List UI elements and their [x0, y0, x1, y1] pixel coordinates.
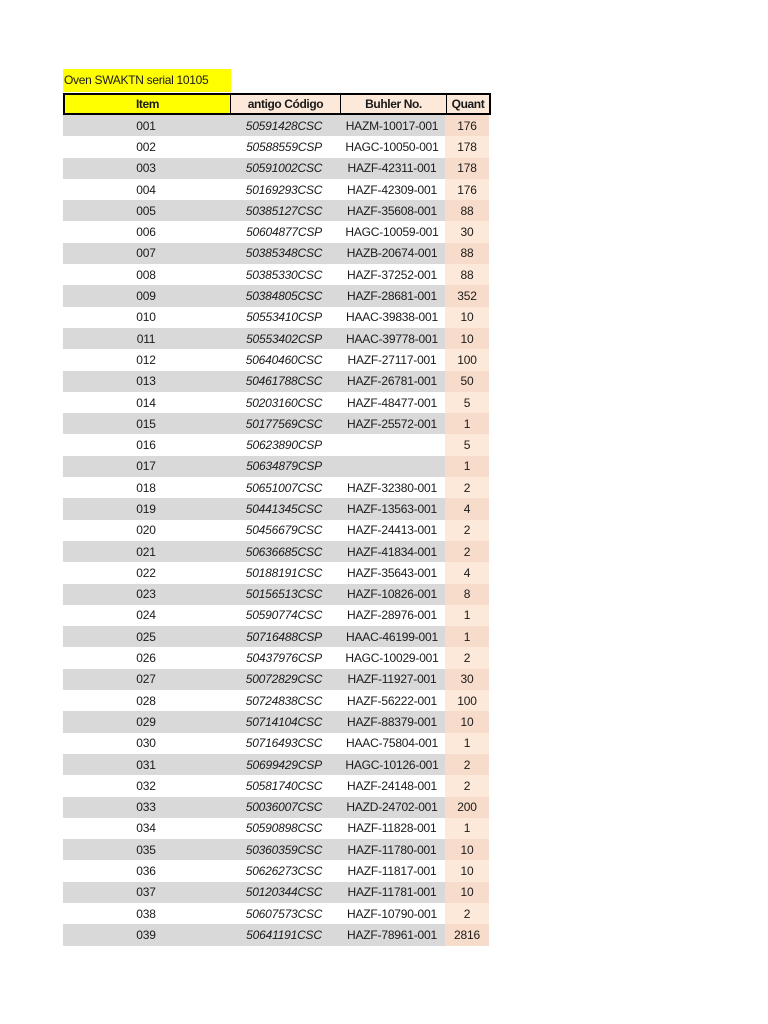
cell-item[interactable]: 010 [136, 310, 156, 325]
cell-quant[interactable]: 2816 [445, 924, 489, 945]
cell-code[interactable]: 50699429CSP [229, 754, 339, 775]
cell-buhler[interactable]: HAZD-24702-001 [339, 797, 445, 818]
cell-code[interactable]: 50716488CSP [229, 626, 339, 647]
table-row[interactable] [63, 413, 491, 434]
cell-code[interactable]: 50360359CSC [229, 839, 339, 860]
cell-quant[interactable]: 1 [445, 626, 489, 647]
cell-item[interactable]: 012 [136, 352, 156, 367]
cell-item[interactable]: 015 [63, 413, 229, 434]
cell-code[interactable]: 50461788CSC [229, 371, 339, 392]
cell-buhler[interactable]: HAZF-24148-001 [347, 778, 437, 793]
cell-buhler[interactable]: HAZF-11781-001 [339, 882, 445, 903]
table-row[interactable] [63, 924, 491, 945]
table-row[interactable] [63, 434, 491, 455]
cell-quant[interactable]: 2 [445, 520, 489, 541]
cell-buhler[interactable]: HAZF-35608-001 [339, 200, 445, 221]
table-row[interactable] [63, 797, 491, 818]
cell-code[interactable]: 50072829CSC [229, 669, 339, 690]
cell-item[interactable]: 006 [136, 225, 156, 240]
cell-buhler[interactable]: HAZF-78961-001 [339, 924, 445, 945]
cell-code[interactable]: 50169293CSC [245, 182, 323, 197]
cell-quant[interactable]: 10 [445, 328, 489, 349]
cell-quant[interactable]: 50 [445, 371, 489, 392]
cell-buhler[interactable]: HAZF-28681-001 [339, 285, 445, 306]
table-row[interactable] [63, 136, 491, 157]
cell-quant[interactable]: 1 [445, 413, 489, 434]
cell-buhler[interactable]: HAZF-48477-001 [347, 395, 437, 410]
cell-code[interactable]: 50156513CSC [229, 584, 339, 605]
cell-item[interactable]: 029 [63, 711, 229, 732]
cell-code[interactable]: 50636685CSC [229, 541, 339, 562]
cell-item[interactable]: 001 [63, 115, 229, 136]
cell-item[interactable]: 030 [136, 736, 156, 751]
cell-quant[interactable]: 200 [445, 797, 489, 818]
column-header-quant[interactable]: Quant [447, 95, 489, 113]
cell-code[interactable]: 50441345CSC [229, 498, 339, 519]
cell-buhler[interactable]: HAZF-42309-001 [347, 182, 437, 197]
cell-code[interactable]: 50626273CSC [245, 864, 323, 879]
table-body [63, 115, 491, 946]
cell-quant[interactable]: 88 [445, 243, 489, 264]
cell-item[interactable]: 039 [63, 924, 229, 945]
cell-item[interactable]: 014 [136, 395, 156, 410]
cell-item[interactable]: 008 [136, 267, 156, 282]
table-row[interactable] [63, 158, 491, 179]
cell-buhler[interactable]: HAZF-32380-001 [347, 480, 437, 495]
cell-buhler[interactable]: HAZF-11780-001 [339, 839, 445, 860]
cell-buhler[interactable]: HAZF-37252-001 [347, 267, 437, 282]
table-row[interactable] [63, 307, 491, 328]
cell-buhler[interactable]: HAZF-27117-001 [347, 352, 437, 367]
cell-quant[interactable]: 178 [445, 136, 489, 157]
table-row[interactable] [63, 733, 491, 754]
cell-item[interactable]: 023 [63, 584, 229, 605]
cell-quant[interactable]: 10 [445, 839, 489, 860]
table-row[interactable] [63, 285, 491, 306]
cell-code[interactable]: 50203160CSC [245, 395, 323, 410]
cell-quant[interactable]: 10 [445, 882, 489, 903]
cell-quant[interactable]: 30 [445, 221, 489, 242]
cell-buhler[interactable]: HAZF-41834-001 [339, 541, 445, 562]
cell-quant[interactable]: 88 [445, 264, 489, 285]
table-row[interactable] [63, 349, 491, 370]
cell-quant[interactable]: 178 [445, 158, 489, 179]
cell-buhler[interactable]: HAGC-10059-001 [345, 225, 439, 240]
cell-code[interactable]: 50177569CSC [229, 413, 339, 434]
cell-buhler[interactable]: HAZF-10826-001 [339, 584, 445, 605]
cell-buhler[interactable]: HAAC-46199-001 [339, 626, 445, 647]
cell-code[interactable]: 50607573CSC [245, 906, 323, 921]
cell-buhler[interactable]: HAZM-10017-001 [339, 115, 445, 136]
cell-code[interactable]: 50553410CSP [246, 310, 322, 325]
cell-buhler[interactable]: HAAC-39778-001 [339, 328, 445, 349]
parts-table [63, 93, 491, 946]
cell-buhler[interactable]: HAZF-56222-001 [347, 693, 437, 708]
table-row[interactable] [63, 221, 491, 242]
table-row[interactable] [63, 179, 491, 200]
cell-quant[interactable]: 352 [445, 285, 489, 306]
cell-buhler[interactable] [339, 434, 445, 455]
cell-quant[interactable]: 5 [445, 392, 489, 413]
table-row[interactable] [63, 690, 491, 711]
cell-buhler[interactable]: HAAC-75804-001 [346, 736, 438, 751]
cell-code[interactable]: 50588559CSP [246, 139, 322, 154]
table-row[interactable] [63, 605, 491, 626]
cell-code[interactable]: 50590898CSC [245, 821, 323, 836]
cell-quant[interactable]: 10 [445, 307, 489, 328]
cell-quant[interactable]: 4 [445, 498, 489, 519]
cell-buhler[interactable]: HAZF-11817-001 [347, 864, 437, 879]
cell-item[interactable]: 011 [63, 328, 229, 349]
cell-buhler[interactable]: HAZF-35643-001 [347, 565, 437, 580]
cell-code[interactable]: 50581740CSC [245, 778, 323, 793]
cell-code[interactable]: 50641191CSC [229, 924, 339, 945]
table-row[interactable] [63, 775, 491, 796]
cell-item[interactable]: 033 [63, 797, 229, 818]
cell-code[interactable]: 50604877CSP [246, 225, 322, 240]
table-row[interactable] [63, 243, 491, 264]
cell-quant[interactable]: 2 [445, 477, 489, 498]
cell-code[interactable]: 50634879CSP [229, 456, 339, 477]
table-row[interactable] [63, 456, 491, 477]
cell-buhler[interactable]: HAAC-39838-001 [346, 310, 438, 325]
cell-quant[interactable]: 2 [445, 647, 489, 668]
table-row[interactable] [63, 818, 491, 839]
table-row[interactable] [63, 477, 491, 498]
cell-item[interactable]: 005 [63, 200, 229, 221]
cell-buhler[interactable]: HAGC-10126-001 [339, 754, 445, 775]
table-row[interactable] [63, 562, 491, 583]
cell-buhler[interactable]: HAZF-28976-001 [347, 608, 437, 623]
cell-buhler[interactable]: HAGC-10050-001 [345, 139, 439, 154]
cell-code[interactable]: 50437976CSP [246, 651, 322, 666]
cell-quant[interactable]: 10 [445, 860, 489, 881]
table-row[interactable] [63, 669, 491, 690]
table-row[interactable] [63, 584, 491, 605]
cell-item[interactable]: 022 [136, 565, 156, 580]
table-row[interactable] [63, 498, 491, 519]
cell-buhler[interactable]: HAZF-11927-001 [339, 669, 445, 690]
cell-buhler[interactable]: HAZF-25572-001 [339, 413, 445, 434]
cell-code[interactable]: 50553402CSP [229, 328, 339, 349]
cell-buhler[interactable]: HAZF-26781-001 [339, 371, 445, 392]
table-row[interactable] [63, 520, 491, 541]
cell-quant[interactable]: 30 [445, 669, 489, 690]
cell-quant[interactable]: 176 [445, 179, 489, 200]
cell-item[interactable]: 026 [136, 651, 156, 666]
cell-code[interactable]: 50384805CSC [229, 285, 339, 306]
cell-item[interactable]: 027 [63, 669, 229, 690]
column-header-buhler[interactable]: Buhler No. [341, 95, 447, 113]
cell-code[interactable]: 50591428CSC [229, 115, 339, 136]
cell-code[interactable]: 50036007CSC [229, 797, 339, 818]
cell-item[interactable]: 019 [63, 498, 229, 519]
cell-item[interactable]: 009 [63, 285, 229, 306]
cell-quant[interactable]: 1 [445, 605, 489, 626]
table-row[interactable] [63, 711, 491, 732]
cell-code[interactable]: 50591002CSC [229, 158, 339, 179]
cell-quant[interactable]: 1 [445, 456, 489, 477]
cell-item[interactable]: 038 [136, 906, 156, 921]
cell-item[interactable]: 034 [136, 821, 156, 836]
table-row[interactable] [63, 860, 491, 881]
cell-item[interactable]: 024 [136, 608, 156, 623]
cell-item[interactable]: 020 [136, 523, 156, 538]
cell-item[interactable]: 003 [63, 158, 229, 179]
cell-item[interactable]: 032 [136, 778, 156, 793]
table-row[interactable] [63, 328, 491, 349]
cell-item[interactable]: 017 [63, 456, 229, 477]
cell-buhler[interactable] [339, 456, 445, 477]
table-row[interactable] [63, 754, 491, 775]
cell-quant[interactable]: 2 [445, 754, 489, 775]
cell-item[interactable]: 035 [63, 839, 229, 860]
cell-item[interactable]: 007 [63, 243, 229, 264]
cell-code[interactable]: 50120344CSC [229, 882, 339, 903]
table-row[interactable] [63, 371, 491, 392]
cell-item[interactable]: 013 [63, 371, 229, 392]
cell-buhler[interactable]: HAZF-88379-001 [339, 711, 445, 732]
cell-code[interactable]: 50714104CSC [229, 711, 339, 732]
table-row[interactable] [63, 541, 491, 562]
cell-item[interactable]: 037 [63, 882, 229, 903]
sheet-title: Oven SWAKTN serial 10105 [63, 69, 231, 92]
cell-buhler[interactable]: HAZF-11828-001 [347, 821, 437, 836]
cell-item[interactable]: 021 [63, 541, 229, 562]
cell-buhler[interactable]: HAZF-13563-001 [339, 498, 445, 519]
cell-quant[interactable]: 4 [445, 562, 489, 583]
cell-code[interactable]: 50590774CSC [245, 608, 323, 623]
cell-quant[interactable]: 88 [445, 200, 489, 221]
cell-code[interactable]: 50385348CSC [229, 243, 339, 264]
cell-item[interactable]: 031 [63, 754, 229, 775]
table-row[interactable] [63, 882, 491, 903]
cell-buhler[interactable]: HAZF-42311-001 [339, 158, 445, 179]
cell-code[interactable]: 50724838CSC [245, 693, 323, 708]
cell-code[interactable]: 50188191CSC [245, 565, 323, 580]
table-row[interactable] [63, 392, 491, 413]
column-header-item[interactable]: Item [65, 95, 231, 113]
column-header-code[interactable]: antigo Código [231, 95, 341, 113]
cell-buhler[interactable]: HAGC-10029-001 [345, 651, 439, 666]
cell-item[interactable]: 025 [63, 626, 229, 647]
cell-quant[interactable]: 5 [445, 434, 489, 455]
cell-quant[interactable]: 2 [445, 903, 489, 924]
cell-quant[interactable]: 100 [445, 690, 489, 711]
cell-code[interactable]: 50651007CSC [245, 480, 323, 495]
cell-quant[interactable]: 2 [445, 775, 489, 796]
table-row[interactable] [63, 626, 491, 647]
table-row[interactable] [63, 839, 491, 860]
table-row[interactable] [63, 647, 491, 668]
cell-code[interactable]: 50385330CSC [245, 267, 323, 282]
cell-item[interactable]: 018 [136, 480, 156, 495]
table-row[interactable] [63, 264, 491, 285]
cell-item[interactable]: 004 [136, 182, 156, 197]
cell-quant[interactable]: 100 [445, 349, 489, 370]
cell-buhler[interactable]: HAZF-10790-001 [347, 906, 437, 921]
table-row[interactable] [63, 200, 491, 221]
cell-item[interactable]: 016 [136, 438, 156, 453]
cell-item[interactable]: 036 [136, 864, 156, 879]
cell-code[interactable]: 50623890CSP [246, 438, 322, 453]
cell-quant[interactable]: 10 [445, 711, 489, 732]
cell-code[interactable]: 50456679CSC [245, 523, 323, 538]
table-row[interactable] [63, 115, 491, 136]
cell-buhler[interactable]: HAZF-24413-001 [347, 523, 437, 538]
cell-buhler[interactable]: HAZB-20674-001 [339, 243, 445, 264]
cell-quant[interactable]: 176 [445, 115, 489, 136]
table-row[interactable] [63, 903, 491, 924]
cell-quant[interactable]: 1 [445, 818, 489, 839]
cell-code[interactable]: 50640460CSC [245, 352, 323, 367]
table-header [63, 93, 491, 115]
cell-quant[interactable]: 2 [445, 541, 489, 562]
cell-item[interactable]: 002 [136, 139, 156, 154]
cell-code[interactable]: 50716493CSC [245, 736, 323, 751]
cell-quant[interactable]: 1 [445, 733, 489, 754]
cell-quant[interactable]: 8 [445, 584, 489, 605]
cell-item[interactable]: 028 [136, 693, 156, 708]
cell-code[interactable]: 50385127CSC [229, 200, 339, 221]
